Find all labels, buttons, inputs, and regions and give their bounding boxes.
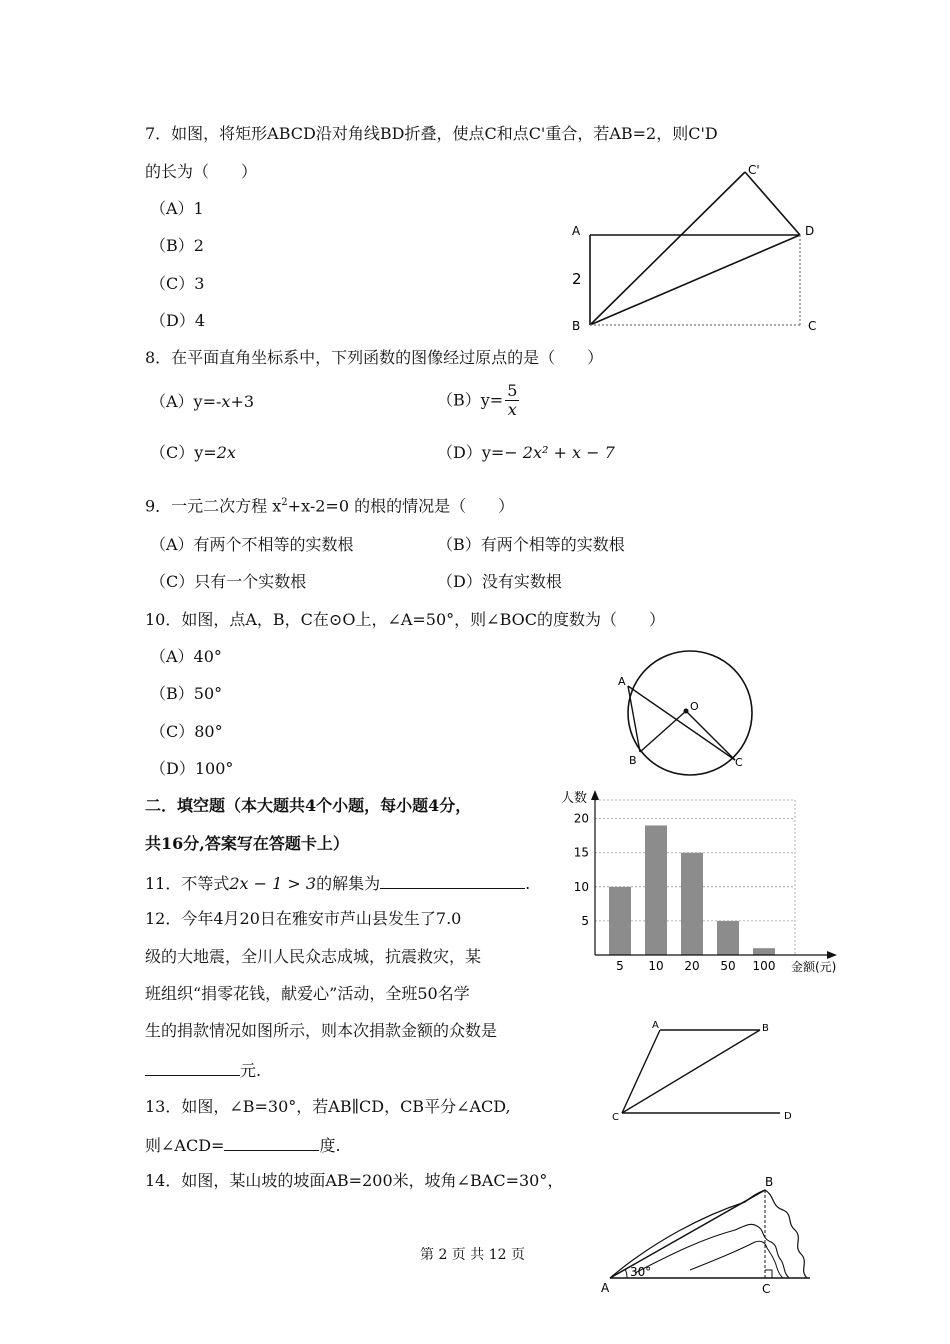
q8-option-d-expr: − 2x² + x − 7 — [504, 443, 615, 462]
q11-expr: 2x − 1 > 3 — [229, 874, 317, 893]
q14-label-b: B — [765, 1175, 774, 1189]
q13-line1: 13．如图，∠B=30°，若AB∥CD，CB平分∠ACD, — [145, 1097, 511, 1116]
chart-bar — [717, 921, 739, 955]
q7-stem-line1: 7．如图，将矩形ABCD沿对角线BD折叠，使点C和点C'重合，若AB=2，则C'D — [145, 124, 718, 143]
q11-post: 的解集为 — [316, 874, 381, 893]
q7-label-c-prime: C' — [748, 163, 760, 177]
q12-bar-chart — [555, 785, 855, 985]
q8-option-c-expr: 2x — [216, 443, 236, 462]
q9-stem — [145, 493, 514, 516]
q8-option-a — [150, 392, 254, 412]
q9-option-d: （D）没有实数根 — [437, 572, 562, 591]
section2-heading-line2: 共16分,答案写在答题卡上） — [145, 834, 349, 853]
q14-label-a: A — [601, 1281, 610, 1295]
q8-option-b — [437, 382, 519, 419]
chart-bars — [609, 825, 775, 955]
q12-line5 — [145, 1059, 261, 1081]
q8-option-c-label: （C）y= — [150, 443, 217, 462]
q8-option-a-var: x — [221, 392, 231, 411]
q10-option-d: （D）100° — [150, 759, 234, 778]
q12-line3: 班组织“捐零花钱，献爱心”活动，全班50名学 — [145, 984, 470, 1003]
q7-stem-line2: 的长为（ ） — [145, 162, 258, 181]
chart-x-tick-label: 5 — [616, 959, 624, 973]
q8-option-a-rest: +3 — [230, 392, 255, 411]
q9-stem-pre: 9．一元二次方程 x — [145, 496, 282, 516]
chart-labels — [574, 812, 776, 973]
q11-text — [145, 872, 530, 894]
q7-option-d: （D）4 — [150, 311, 206, 330]
q14-line1: 14．如图，某山坡的坡面AB=200米，坡角∠BAC=30°， — [145, 1171, 564, 1190]
chart-bar — [681, 853, 703, 955]
q8-option-d-label: （D）y= — [437, 443, 505, 462]
q9-option-b: （B）有两个相等的实数根 — [437, 535, 625, 554]
q10-option-c: （C）80° — [150, 722, 223, 741]
q7-label-a: A — [572, 224, 581, 238]
q12-line1: 12．今年4月20日在雅安市芦山县发生了7.0 — [145, 909, 462, 928]
q13-line2 — [145, 1134, 341, 1156]
chart-x-tick-label: 10 — [648, 959, 664, 973]
q8-option-b-denominator: x — [507, 400, 517, 419]
chart-y-tick-label: 10 — [573, 879, 589, 894]
chart-y-tick-label: 5 — [581, 913, 589, 928]
q13-parallel-figure — [610, 1015, 800, 1125]
q8-option-d — [437, 443, 615, 463]
q8-option-b-label: （B）y= — [437, 390, 504, 410]
chart-x-arrow — [827, 951, 837, 959]
q10-label-b: B — [629, 754, 637, 767]
q8-option-b-fraction — [505, 382, 519, 419]
chart-y-label: 人数 — [561, 791, 588, 806]
q7-option-c: （C）3 — [150, 274, 205, 293]
q10-label-c: C — [735, 756, 743, 769]
chart-x-tick-label: 20 — [684, 959, 700, 973]
q11-end: . — [525, 874, 531, 893]
q13-line2-end: 度. — [319, 1136, 341, 1155]
q10-label-o: O — [690, 700, 699, 713]
q10-option-b: （B）50° — [150, 684, 223, 703]
q10-circle-figure — [600, 640, 770, 790]
q11-answer-blank[interactable] — [380, 872, 525, 889]
q7-label-b: B — [572, 319, 581, 333]
chart-x-tick-label: 100 — [752, 959, 776, 973]
chart-y-arrow — [591, 790, 599, 800]
q13-label-d: D — [784, 1111, 792, 1122]
q7-option-a: （A）1 — [150, 199, 204, 218]
q11-pre: 11．不等式 — [145, 874, 230, 893]
q13-label-c: C — [612, 1112, 619, 1123]
chart-bar — [753, 948, 775, 955]
q10-option-a: （A）40° — [150, 647, 222, 666]
q13-line2-pre: 则∠ACD= — [145, 1136, 225, 1155]
q12-line2: 级的大地震，全川人民众志成城，抗震救灾，某 — [145, 947, 482, 966]
q12-line4: 生的捐款情况如图所示，则本次捐款金额的众数是 — [145, 1021, 498, 1040]
section2-heading-line1: 二．填空题（本大题共4个小题，每小题4分， — [145, 796, 472, 815]
q7-label-d: D — [805, 224, 815, 238]
q12-answer-blank[interactable] — [145, 1059, 240, 1076]
q10-stem: 10．如图，点A，B，C在⊙O上，∠A=50°，则∠BOC的度数为（ ） — [145, 610, 665, 629]
q13-label-a: A — [652, 1020, 659, 1031]
q7-rectangle-figure — [560, 160, 840, 340]
q13-label-b: B — [762, 1023, 769, 1034]
q8-option-b-numerator: 5 — [507, 381, 518, 400]
q14-label-c: C — [762, 1282, 771, 1296]
q10-label-a: A — [618, 675, 626, 688]
chart-y-tick-label: 15 — [573, 845, 589, 860]
chart-bar — [645, 825, 667, 955]
q7-label-side: 2 — [572, 270, 582, 288]
page-footer: 第 2 页 共 12 页 — [420, 1247, 525, 1263]
chart-bar — [609, 887, 631, 955]
q7-label-c: C — [808, 319, 817, 333]
q12-line5-end: 元. — [240, 1061, 262, 1080]
q9-option-c: （C）只有一个实数根 — [150, 572, 307, 591]
q9-stem-sup: 2 — [281, 497, 288, 508]
q7-option-b: （B）2 — [150, 236, 204, 255]
chart-y-tick-label: 20 — [573, 811, 589, 826]
q8-stem: 8．在平面直角坐标系中，下列函数的图像经过原点的是（ ） — [145, 348, 604, 367]
q14-angle-label: 30° — [630, 1265, 652, 1279]
chart-x-tick-label: 50 — [720, 959, 736, 973]
chart-x-label: 金额(元) — [791, 960, 837, 974]
q8-option-a-label: （A）y=- — [150, 392, 222, 411]
q9-option-a: （A）有两个不相等的实数根 — [150, 535, 354, 554]
q8-option-c — [150, 443, 236, 463]
q13-answer-blank[interactable] — [224, 1134, 319, 1151]
q9-stem-post: +x-2=0 的根的情况是（ ） — [287, 496, 515, 516]
q14-mountain-figure — [595, 1170, 835, 1296]
